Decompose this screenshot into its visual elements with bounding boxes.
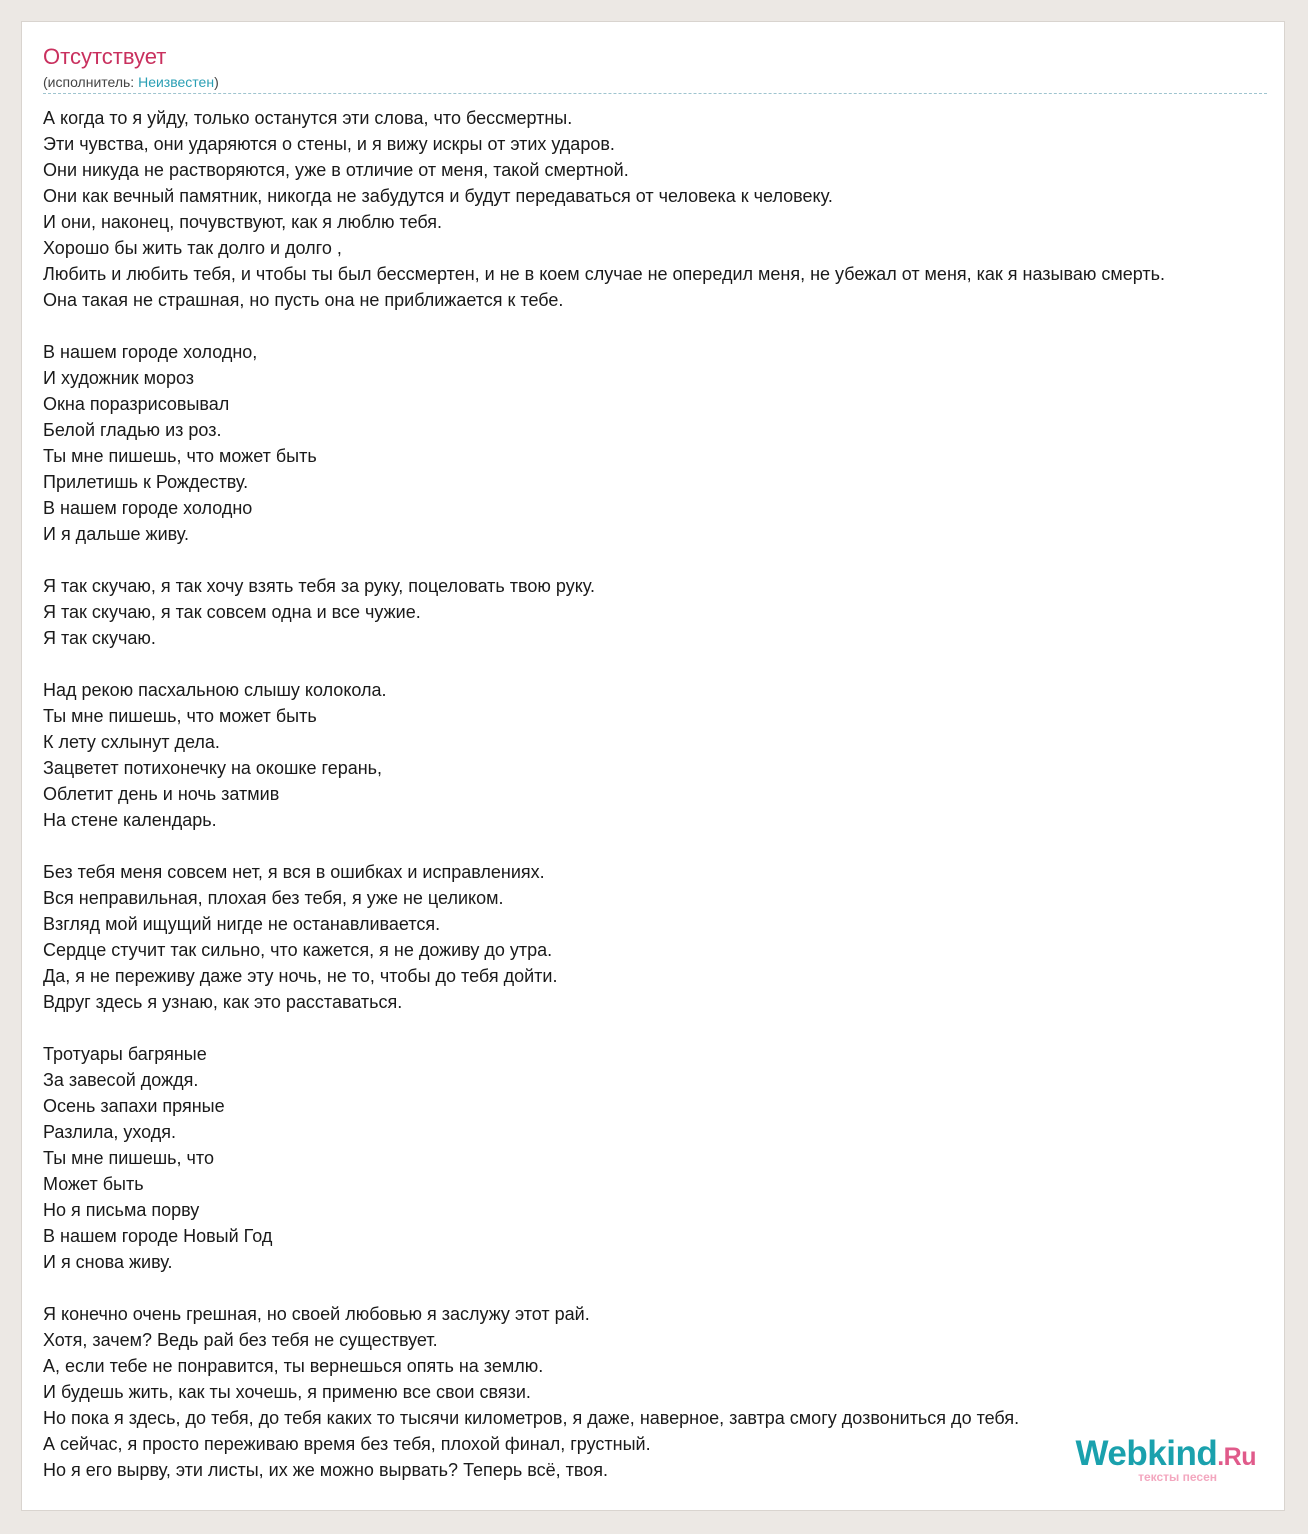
lyrics-line: Взгляд мой ищущий нигде не останавливается.: [43, 914, 441, 934]
lyrics-stanza: [43, 677, 1283, 833]
lyrics-line: И я снова живу.: [43, 1252, 173, 1272]
lyrics-line: Вдруг здесь я узнаю, как это расставаться.: [43, 992, 403, 1012]
lyrics-line: Хорошо бы жить так долго и долго ,: [43, 238, 342, 258]
lyrics-line: Она такая не страшная, но пусть она не приближается к тебе.: [43, 290, 564, 310]
lyrics-stanza: [43, 1041, 1283, 1275]
lyrics-line: А сейчас, я просто переживаю время без тебя, плохой финал, грустный.: [43, 1434, 651, 1454]
lyrics-line: Над рекою пасхальною слышу колокола.: [43, 680, 387, 700]
artist-line: [43, 72, 219, 92]
lyrics-line: В нашем городе Новый Год: [43, 1226, 273, 1246]
lyrics-line: А, если тебе не понравится, ты вернешься опять на землю.: [43, 1356, 544, 1376]
lyrics-line: Зацветет потихонечку на окошке герань,: [43, 758, 383, 778]
lyrics-stanza: [43, 339, 1283, 547]
lyrics-line: Но я его вырву, эти листы, их же можно вырвать? Теперь всё, твоя.: [43, 1460, 608, 1480]
lyrics-stanza: [43, 573, 1283, 651]
lyrics-line: И они, наконец, почувствуют, как я люблю тебя.: [43, 212, 443, 232]
lyrics-line: Облетит день и ночь затмив: [43, 784, 280, 804]
lyrics-line: Но пока я здесь, до тебя, до тебя каких то тысячи километров, я даже, наверное, завтра смогу дозвониться до тебя.: [43, 1408, 1020, 1428]
lyrics-line: В нашем городе холодно: [43, 498, 253, 518]
lyrics-line: Разлила, уходя.: [43, 1122, 177, 1142]
artist-link[interactable]: Неизвестен: [138, 74, 215, 90]
lyrics-line: Я так скучаю, я так хочу взять тебя за руку, поцеловать твою руку.: [43, 576, 596, 596]
logo-tld: .Ru: [1217, 1443, 1256, 1471]
lyrics-line: Прилетишь к Рождеству.: [43, 472, 249, 492]
lyrics-line: Они как вечный памятник, никогда не забудутся и будут передаваться от человека к человеку.: [43, 186, 833, 206]
logo-tagline: тексты песен: [1138, 1470, 1217, 1484]
lyrics-line: Я конечно очень грешная, но своей любовью я заслужу этот рай.: [43, 1304, 590, 1324]
lyrics-stanza: [43, 859, 1283, 1015]
lyrics-line: Осень запахи пряные: [43, 1096, 225, 1116]
lyrics-line: Сердце стучит так сильно, что кажется, я не доживу до утра.: [43, 940, 553, 960]
lyrics-line: Вся неправильная, плохая без тебя, я уже не целиком.: [43, 888, 504, 908]
lyrics-line: И художник мороз: [43, 368, 195, 388]
lyrics-line: Без тебя меня совсем нет, я вся в ошибках и исправлениях.: [43, 862, 545, 882]
title-divider: [43, 93, 1267, 94]
lyrics-line: Ты мне пишешь, что может быть: [43, 446, 317, 466]
lyrics-line: Я так скучаю.: [43, 628, 156, 648]
lyrics-line: И будешь жить, как ты хочешь, я применю все свои связи.: [43, 1382, 531, 1402]
artist-prefix: (исполнитель:: [43, 74, 139, 90]
lyrics-line: К лету схлынут дела.: [43, 732, 220, 752]
lyrics-line: Может быть: [43, 1174, 144, 1194]
lyrics-line: На стене календарь.: [43, 810, 217, 830]
lyrics-line: А когда то я уйду, только останутся эти слова, что бессмертны.: [43, 108, 573, 128]
lyrics-line: И я дальше живу.: [43, 524, 189, 544]
logo-main-text: Webkind: [1075, 1434, 1218, 1473]
lyrics-line: Ты мне пишешь, что может быть: [43, 706, 317, 726]
lyrics-line: В нашем городе холодно,: [43, 342, 258, 362]
lyrics-line: Ты мне пишешь, что: [43, 1148, 214, 1168]
lyrics-line: Хотя, зачем? Ведь рай без тебя не существует.: [43, 1330, 438, 1350]
lyrics-line: Я так скучаю, я так совсем одна и все чужие.: [43, 602, 421, 622]
lyrics-card: [21, 21, 1285, 1511]
lyrics-line: За завесой дождя.: [43, 1070, 199, 1090]
artist-suffix: ): [214, 74, 219, 90]
lyrics-line: Эти чувства, они ударяются о стены, и я вижу искры от этих ударов.: [43, 134, 615, 154]
lyrics-line: Белой гладью из роз.: [43, 420, 222, 440]
lyrics-line: Да, я не переживу даже эту ночь, не то, чтобы до тебя дойти.: [43, 966, 558, 986]
lyrics-line: Но я письма порву: [43, 1200, 200, 1220]
lyrics-line: Они никуда не растворяются, уже в отличие от меня, такой смертной.: [43, 160, 629, 180]
site-logo[interactable]: [1062, 1434, 1262, 1488]
lyrics-line: Любить и любить тебя, и чтобы ты был бессмертен, и не в коем случае не опередил меня, не убежал от меня, как я называю смерть.: [43, 264, 1165, 284]
lyrics-stanza: [43, 105, 1283, 313]
lyrics-line: Тротуары багряные: [43, 1044, 207, 1064]
song-title: Отсутствует: [43, 44, 167, 69]
lyrics-text: [43, 105, 1283, 1509]
lyrics-line: Окна поразрисовывал: [43, 394, 230, 414]
